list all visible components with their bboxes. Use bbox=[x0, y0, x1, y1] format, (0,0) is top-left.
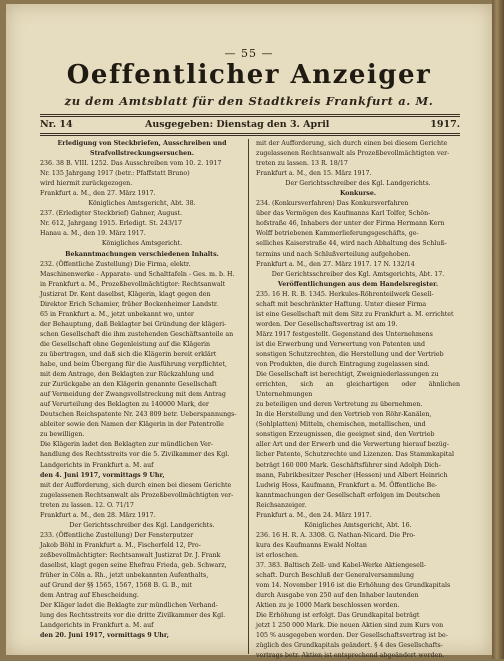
column-divider bbox=[248, 139, 249, 654]
text-line: hofstraße 46, Inhabers der unter der Firma Hermann Kern bbox=[256, 220, 445, 228]
issue-info-bar bbox=[40, 119, 460, 133]
text-line: In die Herstellung und den Vertrieb von Röhr-Kanälen, bbox=[256, 411, 432, 419]
issue-number: Nr. 14 bbox=[40, 119, 73, 130]
text-line: zugelassenen Rechtsanwalt als Prozeßbevollmächtigten ver- bbox=[256, 150, 450, 158]
text-line: Der Gerichtsschreiber des Kgl. Amtsgerichts, Abt. 17. bbox=[271, 270, 445, 278]
text-line: sonstigen Schutzrechten, die Herstellung und der Vertrieb bbox=[256, 350, 444, 358]
header-rule-bottom bbox=[40, 133, 460, 136]
text-line: zu bewilligen. bbox=[40, 431, 85, 439]
text-line: beträgt 160 000 Mark. Geschäftsführer sind Adolph Dich- bbox=[256, 461, 441, 469]
text-line: ist erloschen. bbox=[256, 551, 299, 559]
text-line: schen Gesellschaft die ihm zustehenden Geschäftsanteile an bbox=[40, 330, 234, 338]
text-line: Maschinenwerke - Apparate- und Schalttafeln - Ges. m. b. H. bbox=[40, 270, 235, 278]
text-line: (Sohlplatten) Mitteln, chemischen, metallischen, und bbox=[256, 421, 426, 429]
text-line: habe, und beim Übergang für die Ausführung verpflichtet, bbox=[40, 361, 227, 369]
text-line: Frankfurt a. M., den 27. März 1917. 17 N. 132/14 bbox=[256, 260, 415, 268]
text-line: treten zu lassen. 12. O. 71/17 bbox=[40, 501, 134, 509]
text-line: Die Gesellschaft ist berechtigt, Zweigniederlassungen zu bbox=[256, 371, 439, 379]
text-line: auf Grund der §§ 1565, 1567, 1568 B. G. B., mit bbox=[40, 582, 193, 590]
text-line: Der Gerichtsschreiber des Kgl. Landgerichts. bbox=[285, 180, 431, 188]
text-line: sonstigen Erzeugnissen, die geeignet sind, den Vertrieb bbox=[256, 431, 435, 439]
text-line: lung des Rechtsstreits vor die dritte Zivilkammer des Kgl. bbox=[40, 612, 226, 620]
text-line: ist eine Gesellschaft mit dem Sitz zu Frankfurt a. M. errichtet bbox=[256, 310, 454, 318]
text-line: Königliches Amtsgericht, Abt. 16. bbox=[304, 521, 412, 529]
issue-date: Ausgegeben: Dienstag den 3. April bbox=[145, 119, 330, 130]
text-line: Die Erhöhung ist erfolgt. Das Grundkapital beträgt bbox=[256, 612, 420, 620]
text-line: Hanau a. M., den 19. März 1917. bbox=[40, 230, 146, 238]
masthead-subtitle: zu dem Amtsblatt für den Stadtkreis Frankfurt a. M. bbox=[64, 94, 434, 108]
text-line: den 4. Juni 1917, vormittags 9 Uhr, bbox=[40, 471, 165, 479]
text-line: zur Zurückgabe an den Klägerin genannte Gesellschaft bbox=[40, 381, 217, 389]
text-line: mit der Aufforderung, sich durch einen bei diesem Gerichte bbox=[40, 481, 232, 489]
text-line: aller Art und der Erwerb und die Verwertung hierauf bezüg- bbox=[256, 441, 449, 449]
page-number: — 55 — bbox=[224, 47, 274, 60]
masthead-title: Oeffentlicher Anzeiger bbox=[66, 60, 432, 90]
text-line: 234. (Konkursverfahren) Das Konkursverfahren bbox=[256, 200, 409, 208]
text-line: jetzt 1 250 000 Mark. Die neuen Aktien sind zum Kurs von bbox=[256, 622, 444, 630]
section-heading: Strafvollstreckungsersuchen. bbox=[90, 150, 194, 158]
text-line: züglich des Grundkapitals geändert. § 4 des Gesellschafts- bbox=[256, 642, 443, 650]
section-heading: Bekanntmachungen verschiedenen Inhalts. bbox=[65, 250, 219, 258]
text-line: der Behauptung, daß Beklagter bei Gründung der klägeri- bbox=[40, 320, 227, 328]
text-line: kanntmachungen der Gesellschaft erfolgen im Deutschen bbox=[256, 491, 441, 499]
text-line: Ludwig Hoss, Kaufmann, Frankfurt a. M. Öffentliche Be- bbox=[256, 481, 438, 489]
text-line: selliches Kaiserstraße 44, wird nach Abhaltung des Schluß- bbox=[256, 240, 447, 248]
text-line: Der Gerichtsschreiber des Kgl. Landgerichts. bbox=[69, 521, 215, 529]
text-line: wird hiermit zurückgezogen. bbox=[40, 180, 133, 188]
text-line: errichten, sich an gleichartigen oder ähnlichen Unternehmungen bbox=[256, 381, 460, 399]
text-line: licher Patente, Schutzrechte und Lizenzen. Das Stammkapital bbox=[256, 451, 455, 459]
text-line: mann, Fabrikbesitzer Pescher (Hessen) und Albert Heinrich bbox=[256, 471, 448, 479]
text-line: zugelassenen Rechtsanwalt als Prozeßbevollmächtigten ver- bbox=[40, 491, 234, 499]
text-line: ist die Erwerbung und Verwertung von Patenten und bbox=[256, 340, 425, 348]
text-line: ableiter sowie den Namen der Klägerin in der Patentrolle bbox=[40, 421, 224, 429]
text-line: schaft mit beschränkter Haftung. Unter dieser Firma bbox=[256, 300, 427, 308]
left-column bbox=[40, 139, 244, 641]
text-line: Frankfurt a. M., den 24. März 1917. bbox=[256, 511, 372, 519]
text-line: über das Vermögen des Kaufmanns Karl Tolfer, Schön- bbox=[256, 210, 431, 218]
text-line: durch Ausgabe von 250 auf den Inhaber lautenden bbox=[256, 592, 419, 600]
text-line: in Frankfurt a. M., Prozeßbevollmächtigter: Rechtsanwalt bbox=[40, 280, 226, 288]
text-line: 236. 16 H. R. A. 3308. G. Nathan-Nicard. Die Pro- bbox=[256, 531, 416, 539]
text-line: 235. 16 H. R. B. 1345. Herkules-Röhrenteilwerk Gesell- bbox=[256, 290, 434, 298]
text-line: dem Antrag auf Ehescheidung. bbox=[40, 592, 139, 600]
text-line: 65 in Frankfurt a. M., jetzt unbekannt wo, unter bbox=[40, 310, 194, 318]
text-line: zeßbevollmächtigter: Rechtsanwalt Justizrat Dr. J. Frank bbox=[40, 551, 221, 559]
text-line: schaft. Durch Beschluß der Generalversammlung bbox=[256, 572, 415, 580]
text-line: die Gesellschaft ohne Gegenleistung auf die Klägerin bbox=[40, 340, 211, 348]
section-heading: Konkurse. bbox=[339, 190, 377, 198]
text-line: 232. (Öffentliche Zustellung) Die Firma, elektr. bbox=[40, 260, 191, 268]
text-line: Frankfurt a. M., den 27. März 1917. bbox=[40, 190, 156, 198]
text-line: treten zu lassen. 13 R. 18/17 bbox=[256, 160, 348, 168]
text-line: Der Kläger ladet die Beklagte zur mündlichen Verhand- bbox=[40, 602, 218, 610]
text-line: mit der Aufforderung, sich durch einen bei diesem Gerichte bbox=[256, 140, 448, 147]
text-line: Justizrat Dr. Kent daselbst, Klägerin, klagt gegen den bbox=[40, 290, 211, 298]
text-line: Deutschen Reichspatente Nr. 243 809 betr. Ueberspannungs- bbox=[40, 411, 237, 419]
text-line: zu beteiligen und deren Vertretung zu übernehmen. bbox=[256, 401, 423, 409]
section-heading: Erledigung von Steckbriefen, Ausschreiben und bbox=[57, 140, 227, 147]
right-column bbox=[256, 139, 460, 661]
text-line: Frankfurt a. M., den 28. März 1917. bbox=[40, 511, 156, 519]
text-line: 37. 383. Baltisch Zell- und Kabel-Werke Aktiengesell- bbox=[256, 561, 427, 569]
text-line: vertrags betr. Aktien ist entsprechend abgeändert worden. bbox=[256, 652, 445, 660]
text-line: handlung des Rechtsstreits vor die 5. Zivilkammer des Kgl. bbox=[40, 451, 230, 459]
text-line: zu übertragen, und daß sich die Klägerin bereit erklärt bbox=[40, 350, 217, 358]
page-edge bbox=[492, 0, 504, 659]
text-line: Frankfurt a. M., den 15. März 1917. bbox=[256, 170, 372, 178]
text-line: von Produkten, die durch Eintragung zugelassen sind. bbox=[256, 361, 430, 369]
header-rule-top bbox=[40, 114, 460, 117]
text-line: vom 14. November 1916 ist die Erhöhung des Grundkapitals bbox=[256, 582, 451, 590]
text-line: früher in Cöln a. Rh., jetzt unbekannten Aufenthalts, bbox=[40, 572, 209, 580]
text-line: kura des Kaufmanns Ewald Noltan bbox=[256, 541, 367, 549]
text-line: März 1917 festgestellt. Gegenstand des Unternehmens bbox=[256, 330, 433, 338]
text-line: mit dem Antrage, den Beklagten zur Rückzahlung und bbox=[40, 371, 214, 379]
text-line: 236. 38 B. VIII. 1252. Das Ausschreiben vom 10. 2. 1917 bbox=[40, 160, 222, 168]
text-line: termins und nach Schlußverteilung aufgehoben. bbox=[256, 250, 411, 258]
text-line: Landgerichts in Frankfurt a. M. auf bbox=[40, 461, 154, 469]
text-line: auf Verurteilung des Beklagten zu 140000 Mark, der bbox=[40, 401, 209, 409]
text-line: Königliches Amtsgericht, Abt. 38. bbox=[88, 200, 196, 208]
text-line: 233. (Öffentliche Zustellung) Der Fensterputzer bbox=[40, 531, 194, 539]
newspaper-page bbox=[6, 4, 492, 660]
text-line: Nr. 135 Jahrgang 1917 (betr.: Pfaffstatt Bruno) bbox=[40, 170, 190, 178]
text-line: worden. Der Gesellschaftsvertrag ist am 19. bbox=[256, 320, 398, 328]
text-line: auf Vermeidung der Zwangsvollstreckung mit dem Antrag bbox=[40, 391, 226, 399]
text-line: 237. (Erledigter Steckbrief) Gahner, August. bbox=[40, 210, 183, 218]
text-line: Reichsanzeiger. bbox=[256, 501, 307, 509]
text-line: daselbst, klagt gegen seine Ehefrau Frieda, geb. Schwarz, bbox=[40, 561, 227, 569]
text-line: Die Klägerin ladet den Beklagten zur mündlichen Ver- bbox=[40, 441, 213, 449]
text-line: Aktien zu je 1000 Mark beschlossen worden. bbox=[256, 602, 400, 610]
text-line: den 20. Juni 1917, vormittags 9 Uhr, bbox=[40, 632, 169, 640]
text-line: Jakob Böhl in Frankfurt a. M., Fischerfeld 12, Pro- bbox=[40, 541, 201, 549]
issue-year: 1917. bbox=[430, 119, 460, 130]
text-line: Königliches Amtsgericht. bbox=[101, 240, 183, 248]
text-line: Direktor Erich Schamier, früher Bockenheimer Landstr. bbox=[40, 300, 219, 308]
text-line: 105 % ausgegeben worden. Der Gesellschaftsvertrag ist be- bbox=[256, 632, 448, 640]
text-line: Wolff betriebenen Kammerlieferungsgeschäfts, ge- bbox=[256, 230, 419, 238]
section-heading: Veröffentlichungen aus dem Handelsregister. bbox=[277, 280, 439, 288]
text-line: Nr. 612, Jahrgang 1915. Erledigt. St. 243/17 bbox=[40, 220, 183, 228]
text-line: Landgerichts in Frankfurt a. M. auf bbox=[40, 622, 154, 630]
